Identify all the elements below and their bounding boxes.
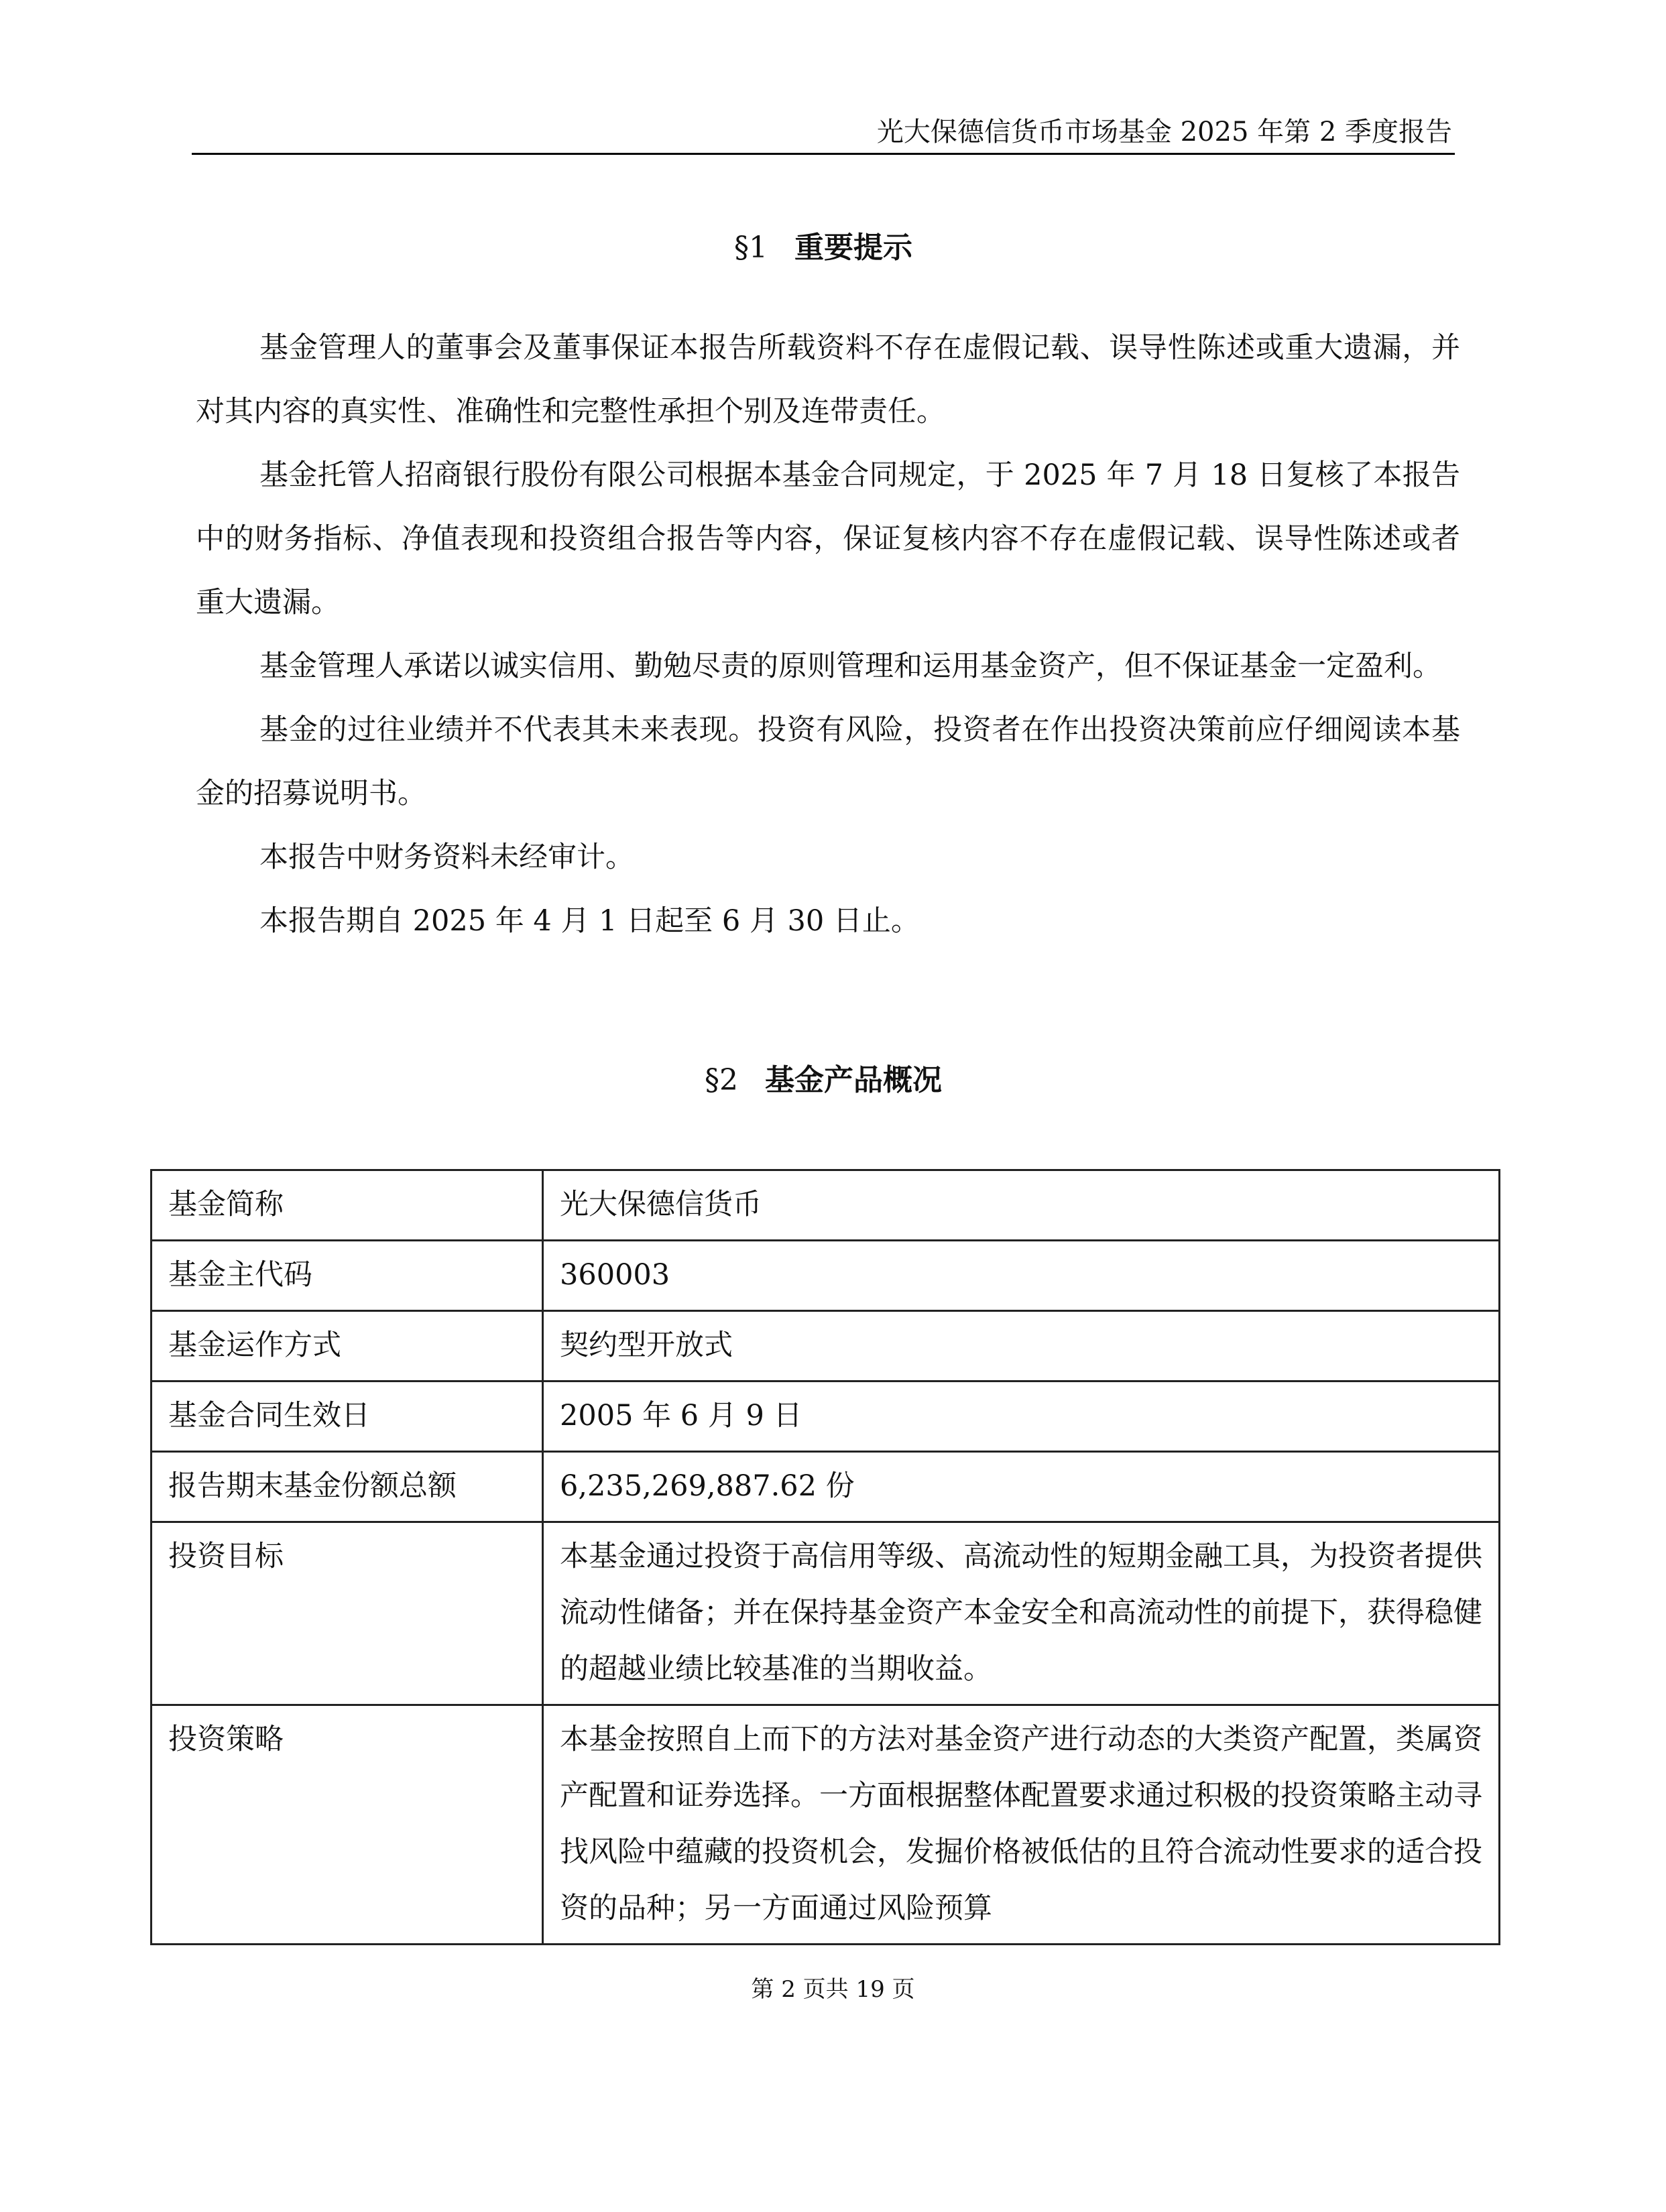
paragraph: 基金管理人的董事会及董事保证本报告所载资料不存在虚假记载、误导性陈述或重大遗漏，并对其内容的真实性、准确性和完整性承担个别及连带责任。	[196, 331, 1460, 428]
row-label: 报告期末基金份额总额	[152, 1452, 543, 1522]
page-number-footer: 第 2 页共 19 页	[751, 1976, 915, 2003]
row-label: 基金运作方式	[152, 1311, 543, 1381]
table-row	[152, 1452, 1500, 1522]
row-value: 契约型开放式	[543, 1311, 1500, 1381]
row-value: 360003	[543, 1241, 1500, 1311]
section-2-heading	[192, 1060, 1455, 1101]
table-row	[152, 1241, 1500, 1311]
report-header-title: 光大保德信货币市场基金 2025 年第 2 季度报告	[876, 117, 1452, 147]
row-value: 6,235,269,887.62 份	[543, 1452, 1500, 1522]
fund-overview-table	[150, 1169, 1500, 1945]
row-value: 本基金按照自上而下的方法对基金资产进行动态的大类资产配置，类属资产配置和证券选择。一方面根据整体配置要求通过积极的投资策略主动寻找风险中蕴藏的投资机会，发掘价格被低估的且符合流动性要求的适合投资的品种；另一方面通过风险预算	[543, 1705, 1500, 1945]
paragraph: 本报告期自 2025 年 4 月 1 日起至 6 月 30 日止。	[259, 904, 920, 938]
row-label: 基金主代码	[152, 1241, 543, 1311]
paragraph: 本报告中财务资料未经审计。	[259, 841, 634, 874]
paragraph: 基金的过往业绩并不代表其未来表现。投资有风险，投资者在作出投资决策前应仔细阅读本基金的招募说明书。	[196, 713, 1460, 810]
section-1-title: 重要提示	[794, 231, 912, 265]
row-value: 光大保德信货币	[543, 1170, 1500, 1241]
row-label: 基金合同生效日	[152, 1381, 543, 1452]
table-row	[152, 1705, 1500, 1945]
section-1-heading	[192, 228, 1455, 268]
paragraph: 基金托管人招商银行股份有限公司根据本基金合同规定，于 2025 年 7 月 18 日复核了本报告中的财务指标、净值表现和投资组合报告等内容，保证复核内容不存在虚假记载、误导性陈述或者重大遗漏。	[196, 458, 1460, 619]
section-1-symbol: §1	[734, 231, 768, 265]
section-2-title: 基金产品概况	[765, 1063, 942, 1097]
row-value: 2005 年 6 月 9 日	[543, 1381, 1500, 1452]
table-row	[152, 1381, 1500, 1452]
section-1-body	[196, 316, 1460, 953]
row-label: 投资目标	[152, 1522, 543, 1705]
section-2-symbol: §2	[705, 1063, 738, 1097]
paragraph: 基金管理人承诺以诚实信用、勤勉尽责的原则管理和运用基金资产，但不保证基金一定盈利。	[259, 650, 1441, 683]
table-row	[152, 1311, 1500, 1381]
table-row	[152, 1170, 1500, 1241]
row-label: 基金简称	[152, 1170, 543, 1241]
table-row	[152, 1522, 1500, 1705]
row-label: 投资策略	[152, 1705, 543, 1945]
page-header	[192, 114, 1455, 155]
row-value: 本基金通过投资于高信用等级、高流动性的短期金融工具，为投资者提供流动性储备；并在保持基金资产本金安全和高流动性的前提下，获得稳健的超越业绩比较基准的当期收益。	[543, 1522, 1500, 1705]
